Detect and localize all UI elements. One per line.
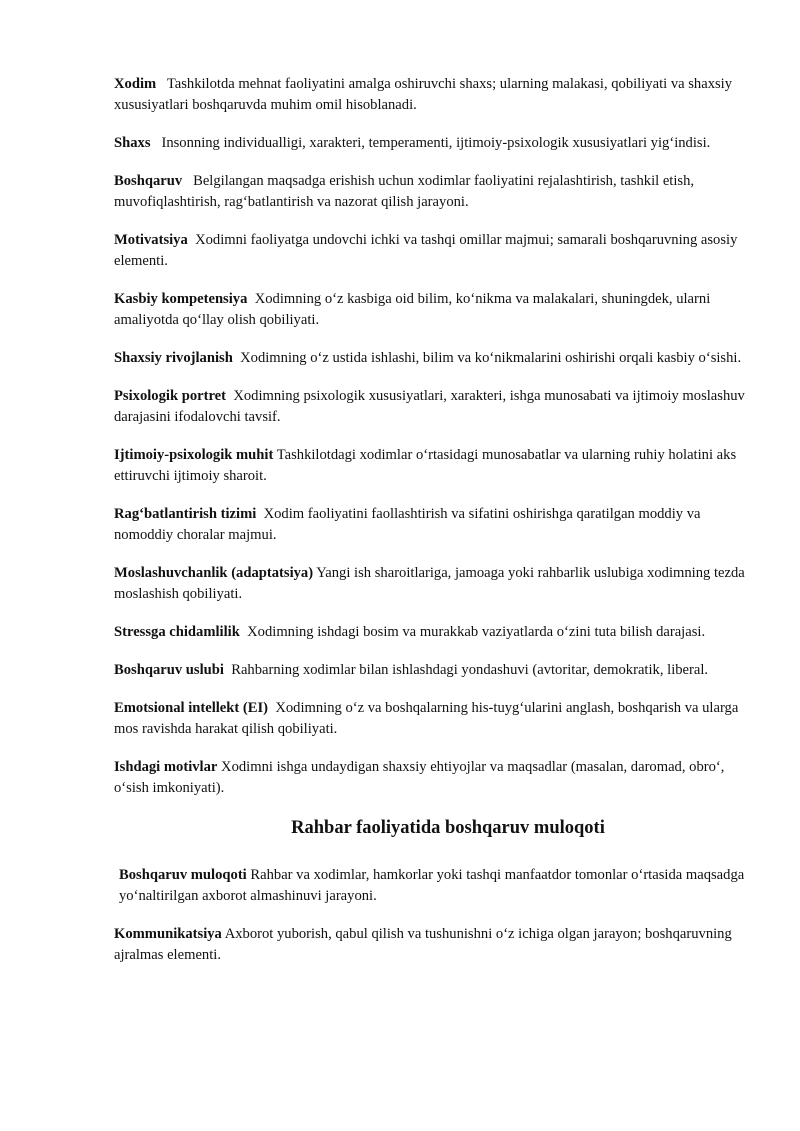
definition: Xodimning psixologik xususiyatlari, xarakteri, ishga munosabati va ijtimoiy moslashuv darajasini ifodalovchi tavsif. (114, 388, 745, 425)
term: Shaxs (114, 135, 151, 151)
term: Moslashuvchanlik (adaptatsiya) (114, 565, 314, 581)
document-page (114, 74, 746, 983)
glossary-entry-shaxsiy-rivojlanish (114, 348, 746, 369)
term: Xodim (114, 76, 157, 92)
definition: Xodimning o‘z ustida ishlashi, bilim va ko‘nikmalarini oshirishi orqali kasbiy o‘sishi. (240, 350, 742, 366)
glossary-entry-ijtimoiy-psixologik-muhit (114, 445, 746, 487)
term: Ijtimoiy-psixologik muhit (114, 447, 274, 463)
term: Emotsional intellekt (EI) (114, 700, 269, 716)
glossary-entry-boshqaruv-uslubi (114, 660, 746, 681)
glossary-entry-kasbiy-kompetensiya (114, 289, 746, 331)
definition: Tashkilotdagi xodimlar o‘rtasidagi munosabatlar va ularning ruhiy holatini aks ettiruvchi ijtimoiy sharoit. (114, 447, 737, 484)
section-heading: Rahbar faoliyatida boshqaruv muloqoti (291, 818, 605, 838)
term: Stressga chidamlilik (114, 624, 240, 640)
definition: Xodimning o‘z kasbiga oid bilim, ko‘nikma va malakalari, shuningdek, ularni amaliyotda qo‘llay olish qobiliyati. (114, 291, 711, 328)
definition: Rahbar va xodimlar, hamkorlar yoki tashqi manfaatdor tomonlar o‘rtasida maqsadga yo‘naltirilgan axborot almashinuvi jarayoni. (119, 867, 745, 904)
definition: Xodimni ishga undaydigan shaxsiy ehtiyojlar va maqsadlar (masalan, daromad, obro‘, o‘sish imkoniyati). (114, 759, 725, 796)
term: Motivatsiya (114, 232, 188, 248)
glossary-entry-moslashuvchanlik (114, 563, 746, 605)
term: Boshqaruv muloqoti (119, 867, 247, 883)
definition: Yangi ish sharoitlariga, jamoaga yoki rahbarlik uslubiga xodimning tezda moslashish qobiliyati. (114, 565, 745, 602)
glossary-entry-psixologik-portret (114, 386, 746, 428)
definition: Xodimni faoliyatga undovchi ichki va tashqi omillar majmui; samarali boshqaruvning asosiy elementi. (114, 232, 738, 269)
glossary-entry-xodim (114, 74, 746, 116)
definition: Belgilangan maqsadga erishish uchun xodimlar faoliyatini rejalashtirish, tashkil etish, muvofiqlashtirish, rag‘batlantirish va nazorat qilish jarayoni. (114, 173, 695, 210)
term: Psixologik portret (114, 388, 227, 404)
term: Ishdagi motivlar (114, 759, 218, 775)
definition: Xodimning o‘z va boshqalarning his-tuyg‘ularini anglash, boshqarish va ularga mos ravishda harakat qilish qobiliyati. (114, 700, 739, 737)
term: Kommunikatsiya (114, 926, 222, 942)
definition: Tashkilotda mehnat faoliyatini amalga oshiruvchi shaxs; ularning malakasi, qobiliyati va shaxsiy xususiyatlari boshqaruvda muhim omil hisoblanadi. (114, 76, 733, 113)
glossary-entry-ishdagi-motivlar (114, 757, 746, 799)
glossary-entry-shaxs (114, 133, 746, 154)
definition: Xodim faoliyatini faollashtirish va sifatini oshirishga qaratilgan moddiy va nomoddiy choralar majmui. (114, 506, 701, 543)
glossary-entry-boshqaruv (114, 171, 746, 213)
glossary-entry-stressga-chidamlilik (114, 622, 746, 643)
glossary-entry-emotsional-intellekt (114, 698, 746, 740)
term: Shaxsiy rivojlanish (114, 350, 233, 366)
definition: Xodimning ishdagi bosim va murakkab vaziyatlarda o‘zini tuta bilish darajasi. (247, 624, 706, 640)
glossary-entry-boshqaruv-muloqoti (119, 865, 746, 907)
glossary-entry-ragbatlantirish-tizimi (114, 504, 746, 546)
glossary-entry-motivatsiya (114, 230, 746, 272)
definition: Rahbarning xodimlar bilan ishlashdagi yondashuvi (avtoritar, demokratik, liberal. (231, 662, 709, 678)
term: Rag‘batlantirish tizimi (114, 506, 257, 522)
term: Boshqaruv uslubi (114, 662, 224, 678)
glossary-entry-kommunikatsiya (114, 924, 746, 966)
definition: Insonning individualligi, xarakteri, temperamenti, ijtimoiy-psixologik xususiyatlari yig‘indisi. (161, 135, 711, 151)
term: Boshqaruv (114, 173, 183, 189)
definition: Axborot yuborish, qabul qilish va tushunishni o‘z ichiga olgan jarayon; boshqaruvning ajralmas elementi. (114, 926, 732, 963)
term: Kasbiy kompetensiya (114, 291, 248, 307)
